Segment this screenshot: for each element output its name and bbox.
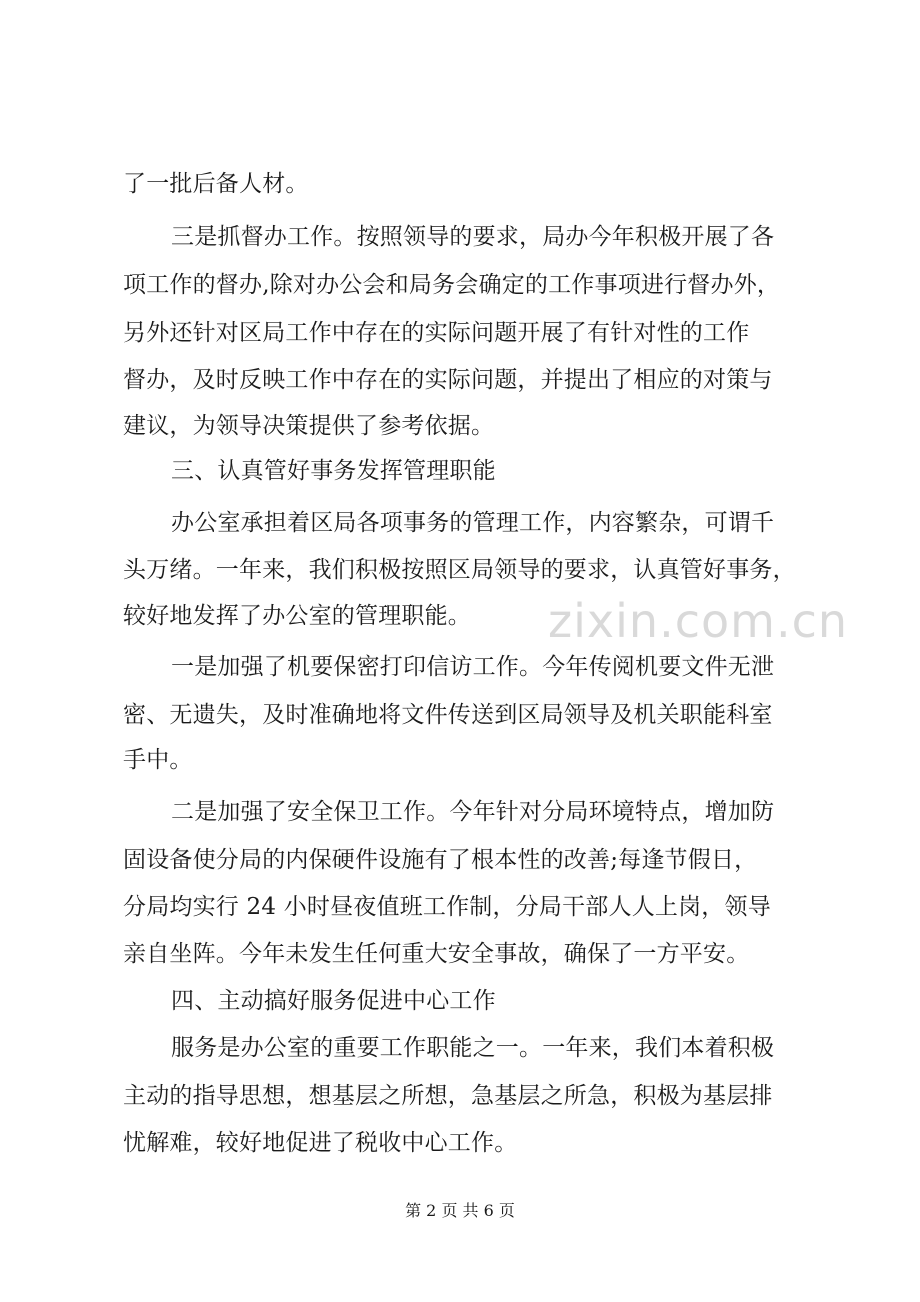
section-heading: 三、认真管好事务发挥管理职能	[171, 458, 496, 484]
paragraph-line: 服务是办公室的重要工作职能之一。一年来，我们本着积极	[171, 1035, 775, 1061]
paragraph-line: 三是抓督办工作。按照领导的要求，局办今年积极开展了各	[171, 224, 775, 250]
watermark: zixin.com.cn	[548, 594, 849, 648]
paragraph-line: 督办，及时反映工作中存在的实际问题，并提出了相应的对策与	[123, 367, 773, 393]
paragraph-line: 项工作的督办,除对办公会和局务会确定的工作事项进行督办外，	[123, 272, 781, 298]
paragraph-line: 另外还针对区局工作中存在的实际问题开展了有针对性的工作	[123, 320, 750, 346]
paragraph-line: 一是加强了机要保密打印信访工作。今年传阅机要文件无泄	[171, 654, 775, 680]
page-footer: 第 2 页 共 6 页	[405, 1201, 515, 1220]
paragraph-line: 手中。	[123, 747, 193, 773]
paragraph-line: 二是加强了安全保卫工作。今年针对分局环境特点，增加防	[171, 799, 775, 825]
paragraph-line: 了一批后备人材。	[123, 171, 309, 197]
paragraph-line: 建议，为领导决策提供了参考依据。	[123, 413, 495, 439]
paragraph-line: 忧解难，较好地促进了税收中心工作。	[123, 1130, 518, 1156]
paragraph-line: 固设备使分局的内保硬件设施有了根本性的改善;每逢节假日，	[123, 847, 758, 873]
paragraph-line: 分局均实行 24 小时昼夜值班工作制，分局干部人人上岗，领导	[123, 894, 771, 920]
paragraph-line: 亲自坐阵。今年未发生任何重大安全事故，确保了一方平安。	[123, 941, 750, 967]
paragraph-line: 头万绪。一年来，我们积极按照区局领导的要求，认真管好事务，	[123, 557, 796, 583]
paragraph-line: 主动的指导思想，想基层之所想，急基层之所急，积极为基层排	[123, 1083, 773, 1109]
paragraph-line: 密、无遗失，及时准确地将文件传送到区局领导及机关职能科室	[123, 702, 773, 728]
section-heading: 四、主动搞好服务促进中心工作	[171, 988, 496, 1014]
paragraph-line: 办公室承担着区局各项事务的管理工作，内容繁杂，可谓千	[171, 510, 775, 536]
paragraph-line: 较好地发挥了办公室的管理职能。	[123, 603, 471, 629]
